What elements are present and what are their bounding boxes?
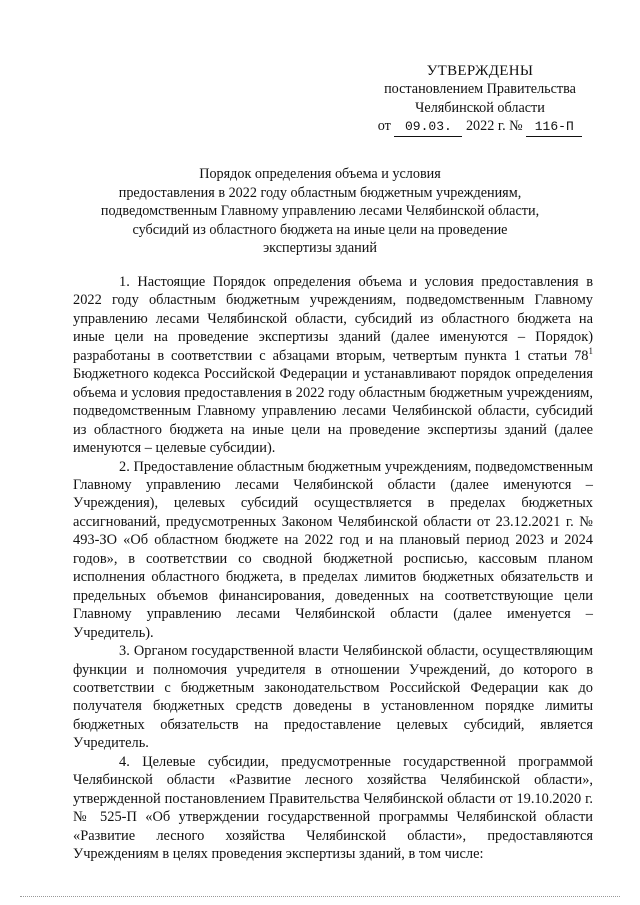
paragraph-1-text-b: Бюджетного кодекса Российской Федерации и устанавливают порядок определения объема и условия предоставления в 2022 году областным бюджетным учреждениям, подведомственным Главному управлению лесами Челябинской области, субсидий из областного бюджета на иные цели на проведение экспертизы зданий (далее именуются – целевые субсидии).: [73, 366, 593, 457]
year-text: 2022 г. №: [465, 117, 523, 134]
paragraph-3: 3. Органом государственной власти Челябинской области, осуществляющим функции и полномочия учредителя в отношении Учреждений, до которого в соответствии с бюджетным законодательством Российской Федерации как до получателя бюджетных средств доведены в установленном порядке лимиты бюджетных обязательств на предоставление целевых субсидий, является Учредитель.: [73, 643, 593, 752]
paragraph-1: [73, 273, 593, 458]
date-prefix: от: [377, 117, 391, 134]
handwritten-date: 09.03.: [394, 118, 462, 137]
approval-stamp: [360, 62, 600, 137]
title-line-4: субсидий из областного бюджета на иные цели на проведение: [132, 221, 508, 238]
paragraph-2: 2. Предоставление областным бюджетным учреждениям, подведомственным Главному управлению лесами Челябинской области (далее именуются – Учреждения), целевых субсидий осуществляется в пределах бюджетных ассигнований, предусмотренных Законом Челябинской области от 23.12.2021 г. № 493-ЗО «Об областном бюджете на 2022 год и на плановый период 2023 и 2024 годов», в соответствии со сводной бюджетной росписью, кассовым планом исполнения областного бюджета, в пределах лимитов бюджетных обязательств и предельных объемов финансирования, доведенных на соответствующие цели Главному управлению лесами Челябинской области (далее именуется – Учредитель).: [73, 458, 593, 641]
title-line-5: экспертизы зданий: [263, 240, 377, 256]
document-body: [73, 273, 593, 864]
page-bottom-divider: [20, 896, 620, 898]
title-line-2: предоставления в 2022 году областным бюджетным учреждениям,: [118, 184, 522, 201]
approval-line-2: Челябинской области: [415, 99, 545, 116]
document-title: [70, 165, 570, 258]
handwritten-number: 116-П: [526, 118, 582, 137]
approval-date-line: [360, 117, 600, 137]
approval-heading: УТВЕРЖДЕНЫ: [426, 63, 534, 79]
superscript: 1: [588, 346, 593, 357]
title-line-1: Порядок определения объема и условия: [199, 166, 441, 182]
approval-line-1: постановлением Правительства: [384, 81, 576, 98]
paragraph-4: 4. Целевые субсидии, предусмотренные государственной программой Челябинской области «Развитие лесного хозяйства Челябинской области», утвержденной постановлением Правительства Челябинской области от 19.10.2020 г. № 525-П «Об утверждении государственной программы Челябинской области «Развитие лесного хозяйства Челябинской области», предоставляются Учреждениям в целях проведения экспертизы зданий, в том числе:: [73, 753, 593, 863]
paragraph-1-text-a: 1. Настоящие Порядок определения объема и условия предоставления в 2022 году областным бюджетным учреждениям, подведомственным Главному управлению лесами Челябинской области, субсидий из областного бюджета на иные цели на проведение экспертизы зданий (далее именуются – Порядок) разработаны в соответствии с абзацами вторым, четвертым пункта 1 статьи 78: [73, 274, 593, 364]
title-line-3: подведомственным Главному управлению лесами Челябинской области,: [100, 203, 540, 219]
